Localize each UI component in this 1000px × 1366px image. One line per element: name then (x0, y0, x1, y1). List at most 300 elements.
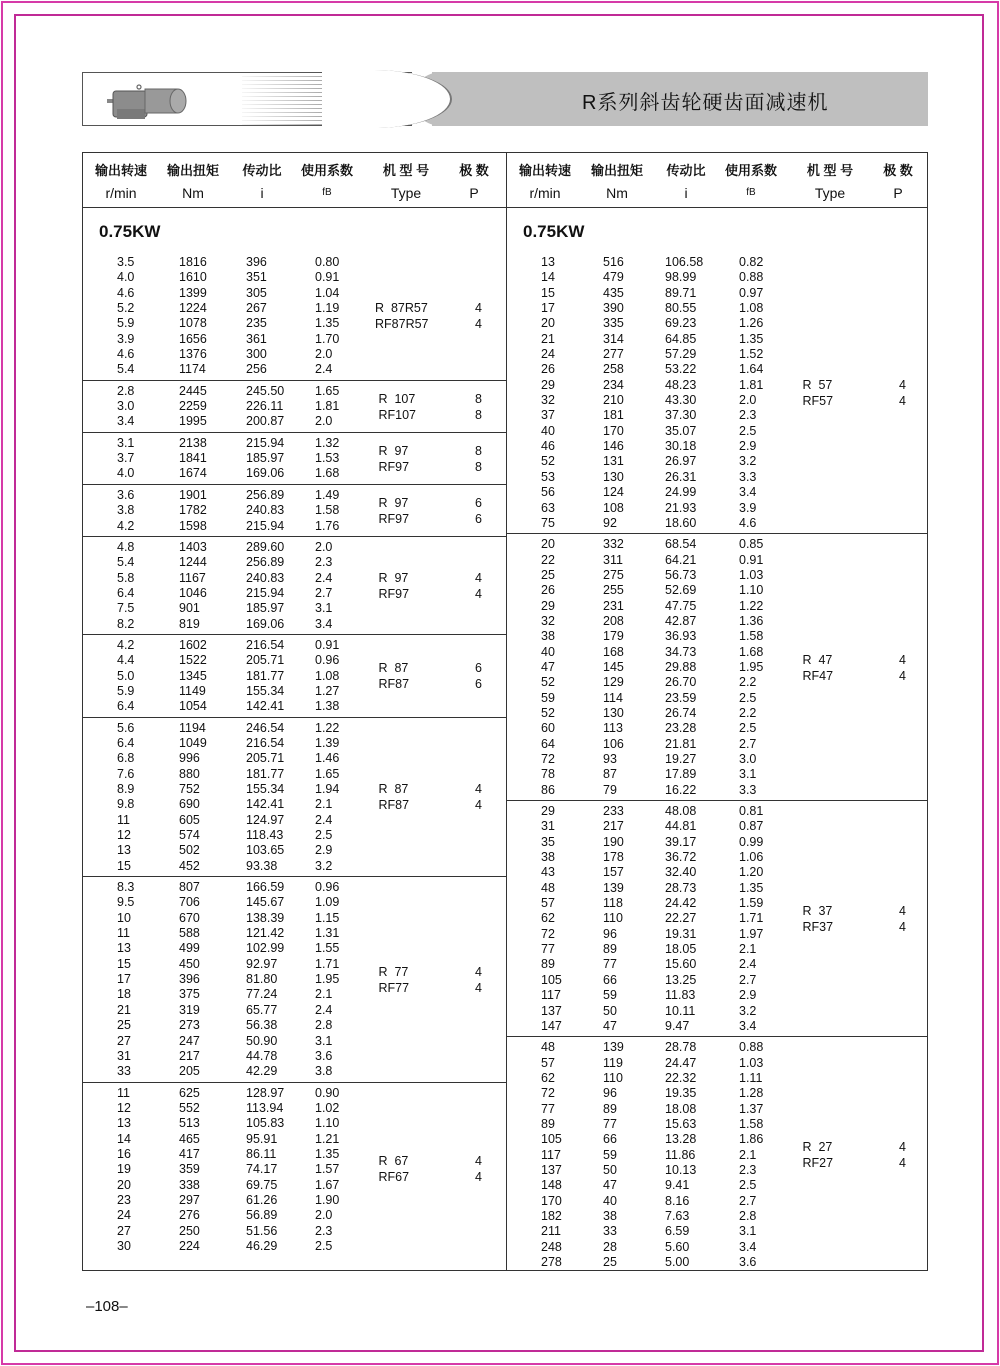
output-torque-cell: 77 (603, 1116, 617, 1131)
table-row (83, 362, 506, 377)
output-speed-cell: 32 (541, 613, 555, 628)
ratio-cell: 105.83 (246, 1116, 285, 1131)
model-type: R 97 (375, 570, 409, 585)
model-section (507, 1037, 927, 1272)
output-speed-cell: 4.0 (117, 466, 135, 481)
type-block (373, 300, 497, 332)
output-torque-cell: 277 (603, 347, 624, 362)
ratio-cell: 215.94 (246, 518, 285, 533)
output-torque-cell: 119 (603, 1055, 623, 1070)
output-speed-cell: 14 (541, 270, 555, 285)
service-factor-cell: 0.99 (739, 834, 764, 849)
output-torque-cell: 752 (179, 782, 200, 796)
model-type: R 37 (799, 904, 833, 919)
ratio-cell: 145.67 (246, 895, 285, 910)
output-speed-cell: 40 (541, 423, 555, 438)
service-factor-cell: 3.3 (739, 469, 757, 484)
service-factor-cell: 1.22 (315, 720, 340, 735)
ratio-cell: 68.54 (665, 537, 697, 552)
ratio-cell: 185.97 (246, 451, 285, 466)
table-row (507, 988, 927, 1003)
service-factor-cell: 3.9 (739, 500, 757, 515)
output-speed-cell: 40 (541, 644, 555, 659)
ratio-cell: 155.34 (246, 683, 285, 698)
output-torque-cell: 2259 (179, 399, 207, 414)
ratio-cell: 52.69 (665, 583, 697, 598)
service-factor-cell: 1.57 (315, 1162, 340, 1177)
table-row (507, 362, 927, 377)
ratio-cell: 166.59 (246, 880, 285, 895)
ratio-cell: 26.74 (665, 705, 697, 720)
model-type: RF67 (375, 1170, 410, 1185)
model-type: RF87 (375, 677, 410, 692)
service-factor-cell: 0.81 (739, 804, 764, 819)
table-row (83, 843, 506, 858)
service-factor-cell: 1.28 (739, 1086, 764, 1101)
ratio-cell: 245.50 (246, 383, 285, 398)
output-speed-cell: 38 (541, 629, 555, 644)
output-torque-cell: 605 (179, 812, 200, 827)
ratio-cell: 24.47 (665, 1055, 697, 1070)
output-torque-cell: 47 (603, 1178, 617, 1193)
service-factor-cell: 2.0 (315, 414, 333, 429)
output-speed-cell: 105 (541, 1132, 562, 1147)
ratio-cell: 98.99 (665, 270, 697, 285)
model-type: RF57 (799, 394, 834, 409)
output-torque-cell: 1602 (179, 637, 207, 652)
table-row (507, 1255, 927, 1270)
output-torque-cell: 181 (603, 408, 624, 423)
output-torque-cell: 168 (603, 644, 624, 659)
output-torque-cell: 25 (603, 1255, 617, 1269)
output-speed-cell: 9.8 (117, 797, 135, 812)
output-torque-cell: 275 (603, 567, 624, 582)
table-row (507, 737, 927, 752)
service-factor-cell: 2.0 (315, 1208, 333, 1223)
output-torque-cell: 552 (179, 1100, 200, 1115)
table-row (83, 1239, 506, 1254)
output-torque-cell: 1995 (179, 414, 207, 429)
output-torque-cell: 435 (603, 285, 624, 300)
output-speed-cell: 18 (117, 987, 131, 1002)
service-factor-cell: 0.88 (739, 1040, 764, 1055)
service-factor-cell: 1.70 (315, 331, 340, 346)
header-zh: 输出扭矩 (166, 163, 219, 178)
header-en: P (893, 185, 903, 201)
pole-count: 4 (475, 586, 482, 601)
output-speed-cell: 170 (541, 1193, 562, 1208)
output-torque-cell: 1841 (179, 451, 207, 466)
output-speed-cell: 8.9 (117, 782, 135, 796)
service-factor-cell: 2.2 (739, 705, 757, 720)
header-output-speed (513, 153, 577, 203)
output-speed-cell: 211 (541, 1224, 561, 1239)
service-factor-cell: 2.2 (739, 675, 757, 690)
ratio-cell: 15.63 (665, 1116, 697, 1131)
model-type: R 87 (375, 661, 409, 676)
table-row (83, 1116, 506, 1131)
output-speed-cell: 6.4 (117, 585, 135, 600)
output-speed-cell: 29 (541, 598, 555, 613)
ratio-cell: 124.97 (246, 812, 285, 827)
table-row (83, 286, 506, 301)
ratio-cell: 26.31 (665, 469, 697, 484)
table-row (83, 1049, 506, 1064)
service-factor-cell: 1.03 (739, 1055, 764, 1070)
output-torque-cell: 1674 (179, 466, 207, 481)
ratio-cell: 34.73 (665, 644, 697, 659)
ratio-cell: 256.89 (246, 487, 285, 502)
output-torque-cell: 178 (603, 850, 624, 865)
output-torque-cell: 819 (179, 616, 200, 631)
output-torque-cell: 113 (603, 721, 623, 736)
table-row (83, 617, 506, 632)
service-factor-cell: 1.06 (739, 850, 764, 865)
model-type: RF97 (375, 459, 410, 474)
header-zh: 机 型 号 (382, 163, 430, 178)
service-factor-cell: 1.95 (315, 972, 340, 987)
type-line (373, 797, 497, 813)
table-row (507, 957, 927, 972)
table-row (507, 691, 927, 706)
type-block (373, 1153, 497, 1185)
table-row (507, 301, 927, 316)
service-factor-cell: 1.03 (739, 567, 764, 582)
service-factor-cell: 2.0 (315, 539, 333, 554)
output-torque-cell: 96 (603, 1086, 617, 1101)
output-speed-cell: 17 (117, 972, 131, 987)
service-factor-cell: 0.87 (739, 819, 764, 834)
output-speed-cell: 4.2 (117, 518, 135, 533)
service-factor-cell: 2.3 (315, 1223, 333, 1238)
table-row (507, 1019, 927, 1034)
service-factor-cell: 1.81 (739, 377, 764, 392)
product-image-box (82, 72, 242, 126)
output-speed-cell: 15 (541, 285, 555, 300)
output-torque-cell: 375 (179, 987, 200, 1002)
service-factor-cell: 3.0 (739, 752, 757, 766)
header-poles (445, 153, 503, 203)
service-factor-cell: 2.1 (739, 1147, 757, 1162)
type-block (797, 652, 921, 684)
ratio-cell: 10.11 (665, 1003, 696, 1018)
pole-count: 4 (475, 798, 482, 813)
service-factor-cell: 3.1 (739, 767, 757, 782)
service-factor-cell: 1.39 (315, 735, 340, 750)
service-factor-cell: 3.4 (739, 1239, 757, 1254)
service-factor-cell: 3.2 (315, 858, 333, 873)
table-row (507, 850, 927, 865)
output-torque-cell: 417 (179, 1146, 200, 1161)
table-row (83, 601, 506, 616)
pole-count: 6 (475, 677, 482, 692)
output-torque-cell: 690 (179, 797, 200, 812)
output-torque-cell: 146 (603, 439, 624, 454)
service-factor-cell: 2.4 (739, 957, 757, 972)
output-torque-cell: 479 (603, 270, 624, 285)
table-row (507, 614, 927, 629)
type-line (373, 676, 497, 692)
table-row (83, 1193, 506, 1208)
service-factor-cell: 3.2 (739, 454, 757, 469)
model-type: R 97 (375, 495, 409, 510)
output-speed-cell: 64 (541, 736, 555, 751)
output-speed-cell: 78 (541, 767, 555, 782)
type-line (797, 393, 921, 409)
table-half-left (83, 153, 507, 1270)
ratio-cell: 53.22 (665, 362, 697, 377)
pole-count: 4 (899, 920, 906, 935)
ratio-cell: 226.11 (246, 399, 284, 414)
service-factor-cell: 3.8 (315, 1064, 333, 1079)
output-speed-cell: 14 (117, 1131, 131, 1146)
ratio-cell: 36.93 (665, 629, 697, 644)
service-factor-cell: 2.1 (739, 942, 757, 957)
header-zh: 使用系数 (724, 163, 777, 178)
output-speed-cell: 20 (541, 537, 555, 552)
ratio-cell: 215.94 (246, 435, 285, 450)
ratio-cell: 43.30 (665, 393, 697, 408)
header-type (367, 153, 445, 203)
ratio-cell: 81.80 (246, 972, 278, 987)
ratio-cell: 18.05 (665, 942, 697, 957)
output-torque-cell: 89 (603, 1101, 617, 1116)
output-torque-cell: 118 (603, 896, 623, 911)
output-speed-cell: 62 (541, 1070, 555, 1085)
type-line (797, 668, 921, 684)
header-en: i (684, 185, 688, 201)
ratio-cell: 22.32 (665, 1070, 697, 1085)
type-line (797, 903, 921, 919)
ratio-cell: 205.71 (246, 751, 285, 766)
output-speed-cell: 25 (117, 1018, 131, 1033)
ratio-cell: 36.72 (665, 850, 697, 865)
ratio-cell: 142.41 (246, 797, 285, 812)
output-speed-cell: 29 (541, 377, 555, 392)
output-speed-cell: 5.2 (117, 301, 135, 316)
service-factor-cell: 1.58 (739, 1116, 764, 1131)
model-type: R 57 (799, 378, 833, 393)
header-output-torque (585, 153, 649, 203)
service-factor-cell: 2.7 (315, 585, 333, 600)
pole-count: 6 (475, 661, 482, 676)
output-torque-cell: 390 (603, 301, 624, 316)
output-speed-cell: 12 (117, 828, 131, 843)
ratio-cell: 32.40 (665, 865, 697, 880)
ratio-cell: 30.18 (665, 439, 697, 454)
model-type: R 67 (375, 1154, 409, 1169)
type-block (373, 443, 497, 475)
table-row (507, 1117, 927, 1132)
type-line (373, 781, 497, 797)
table-row (507, 501, 927, 516)
output-speed-cell: 13 (117, 941, 131, 956)
output-speed-cell: 25 (541, 567, 555, 582)
output-torque-cell: 452 (179, 858, 200, 873)
output-speed-cell: 3.8 (117, 503, 135, 518)
output-speed-cell: 30 (117, 1238, 131, 1253)
ratio-cell: 205.71 (246, 653, 285, 668)
table-row (83, 270, 506, 285)
ratio-cell: 19.31 (665, 926, 697, 941)
type-block (373, 781, 497, 813)
header-ratio (231, 153, 293, 203)
output-torque-cell: 217 (179, 1048, 200, 1063)
header-service-factor (293, 153, 361, 203)
output-torque-cell: 50 (603, 1003, 617, 1018)
pole-count: 4 (899, 1155, 906, 1170)
ratio-cell: 267 (246, 301, 267, 316)
output-speed-cell: 20 (117, 1177, 131, 1192)
table-row (507, 819, 927, 834)
ratio-cell: 74.17 (246, 1162, 278, 1177)
output-torque-cell: 1194 (179, 720, 206, 735)
output-speed-cell: 63 (541, 500, 555, 515)
service-factor-cell: 1.53 (315, 451, 340, 466)
ratio-cell: 128.97 (246, 1085, 285, 1100)
ratio-cell: 7.63 (665, 1208, 690, 1223)
output-speed-cell: 3.0 (117, 399, 135, 414)
ratio-cell: 9.41 (665, 1178, 690, 1193)
service-factor-cell: 1.58 (315, 503, 340, 518)
output-speed-cell: 52 (541, 454, 555, 469)
output-torque-cell: 89 (603, 942, 617, 957)
type-line (797, 652, 921, 668)
output-torque-cell: 130 (603, 705, 624, 720)
output-torque-cell: 124 (603, 485, 624, 500)
table-row (507, 721, 927, 736)
table-row (507, 1194, 927, 1209)
ratio-cell: 23.59 (665, 690, 697, 705)
table-header (83, 153, 506, 208)
model-section (83, 252, 506, 381)
type-block (373, 660, 497, 692)
header-en: r/min (529, 185, 561, 201)
type-block (373, 391, 497, 423)
output-speed-cell: 3.5 (117, 255, 135, 269)
output-torque-cell: 208 (603, 613, 624, 628)
pole-count: 4 (475, 1154, 482, 1169)
output-speed-cell: 59 (541, 690, 555, 705)
ratio-cell: 56.38 (246, 1018, 278, 1033)
service-factor-cell: 1.46 (315, 751, 340, 766)
output-speed-cell: 89 (541, 957, 555, 972)
output-speed-cell: 52 (541, 705, 555, 720)
service-factor-cell: 0.96 (315, 880, 340, 895)
model-type: RF27 (799, 1155, 834, 1170)
ratio-cell: 42.29 (246, 1064, 278, 1079)
service-factor-cell: 1.26 (739, 316, 764, 331)
service-factor-cell: 1.95 (739, 659, 764, 674)
ratio-cell: 24.99 (665, 485, 697, 500)
output-torque-cell: 706 (179, 895, 200, 910)
output-torque-cell: 1598 (179, 518, 207, 533)
ratio-cell: 26.97 (665, 454, 697, 469)
type-line (373, 300, 497, 316)
output-torque-cell: 319 (179, 1002, 200, 1017)
output-speed-cell: 35 (541, 834, 555, 849)
output-speed-cell: 53 (541, 469, 555, 484)
service-factor-cell: 0.90 (315, 1085, 340, 1100)
table-half-right (507, 153, 927, 1270)
service-factor-cell: 2.9 (739, 439, 757, 454)
ratio-cell: 11.86 (665, 1147, 696, 1162)
output-torque-cell: 465 (179, 1131, 200, 1146)
service-factor-cell: 1.27 (315, 683, 340, 698)
table-row (83, 699, 506, 714)
type-line (373, 660, 497, 676)
service-factor-cell: 1.08 (739, 301, 764, 316)
model-type: R 27 (799, 1139, 833, 1154)
output-speed-cell: 26 (541, 362, 555, 377)
service-factor-cell: 2.3 (315, 555, 333, 570)
table-row (83, 767, 506, 782)
model-type: RF47 (799, 668, 834, 683)
output-speed-cell: 52 (541, 675, 555, 690)
ratio-cell: 289.60 (246, 539, 285, 554)
ratio-cell: 102.99 (246, 941, 285, 956)
model-type: RF77 (375, 980, 410, 995)
ratio-cell: 37.30 (665, 408, 697, 423)
type-line (797, 1155, 921, 1171)
power-rating: 0.75KW (523, 222, 585, 241)
type-line (797, 1139, 921, 1155)
header-zh: 极 数 (883, 163, 913, 178)
model-section (507, 801, 927, 1037)
type-block (797, 903, 921, 935)
table-row (83, 1132, 506, 1147)
output-torque-cell: 1816 (179, 255, 207, 269)
output-speed-cell: 31 (117, 1048, 131, 1063)
ratio-cell: 28.73 (665, 880, 697, 895)
output-torque-cell: 335 (603, 316, 624, 331)
type-line (373, 316, 497, 332)
output-speed-cell: 43 (541, 865, 555, 880)
ratio-cell: 23.28 (665, 721, 697, 736)
model-type: RF87 (375, 798, 410, 813)
service-factor-cell: 2.4 (315, 362, 333, 377)
service-factor-cell: 2.4 (315, 570, 333, 585)
ratio-cell: 155.34 (246, 782, 285, 796)
table-row (507, 804, 927, 819)
table-body-left (83, 208, 506, 1256)
table-row (507, 408, 927, 423)
output-torque-cell: 273 (179, 1018, 200, 1033)
table-row (507, 1086, 927, 1101)
ratio-cell: 181.77 (246, 668, 285, 683)
output-speed-cell: 4.0 (117, 270, 135, 285)
output-torque-cell: 1901 (179, 487, 207, 502)
service-factor-cell: 2.7 (739, 1193, 757, 1208)
output-speed-cell: 117 (541, 988, 561, 1003)
ratio-cell: 57.29 (665, 347, 697, 362)
service-factor-cell: 1.35 (739, 880, 764, 895)
pole-count: 4 (899, 394, 906, 409)
ratio-cell: 21.93 (665, 500, 697, 515)
ratio-cell: 95.91 (246, 1131, 278, 1146)
header-en: r/min (105, 185, 137, 201)
output-speed-cell: 77 (541, 942, 555, 957)
ratio-cell: 80.55 (665, 301, 697, 316)
ratio-cell: 142.41 (246, 699, 285, 714)
output-torque-cell: 1244 (179, 555, 207, 570)
service-factor-cell: 0.82 (739, 255, 764, 269)
pole-count: 4 (475, 301, 482, 316)
service-factor-cell: 1.55 (315, 941, 340, 956)
output-speed-cell: 117 (541, 1147, 561, 1162)
model-section (83, 433, 506, 485)
output-torque-cell: 574 (179, 828, 200, 843)
